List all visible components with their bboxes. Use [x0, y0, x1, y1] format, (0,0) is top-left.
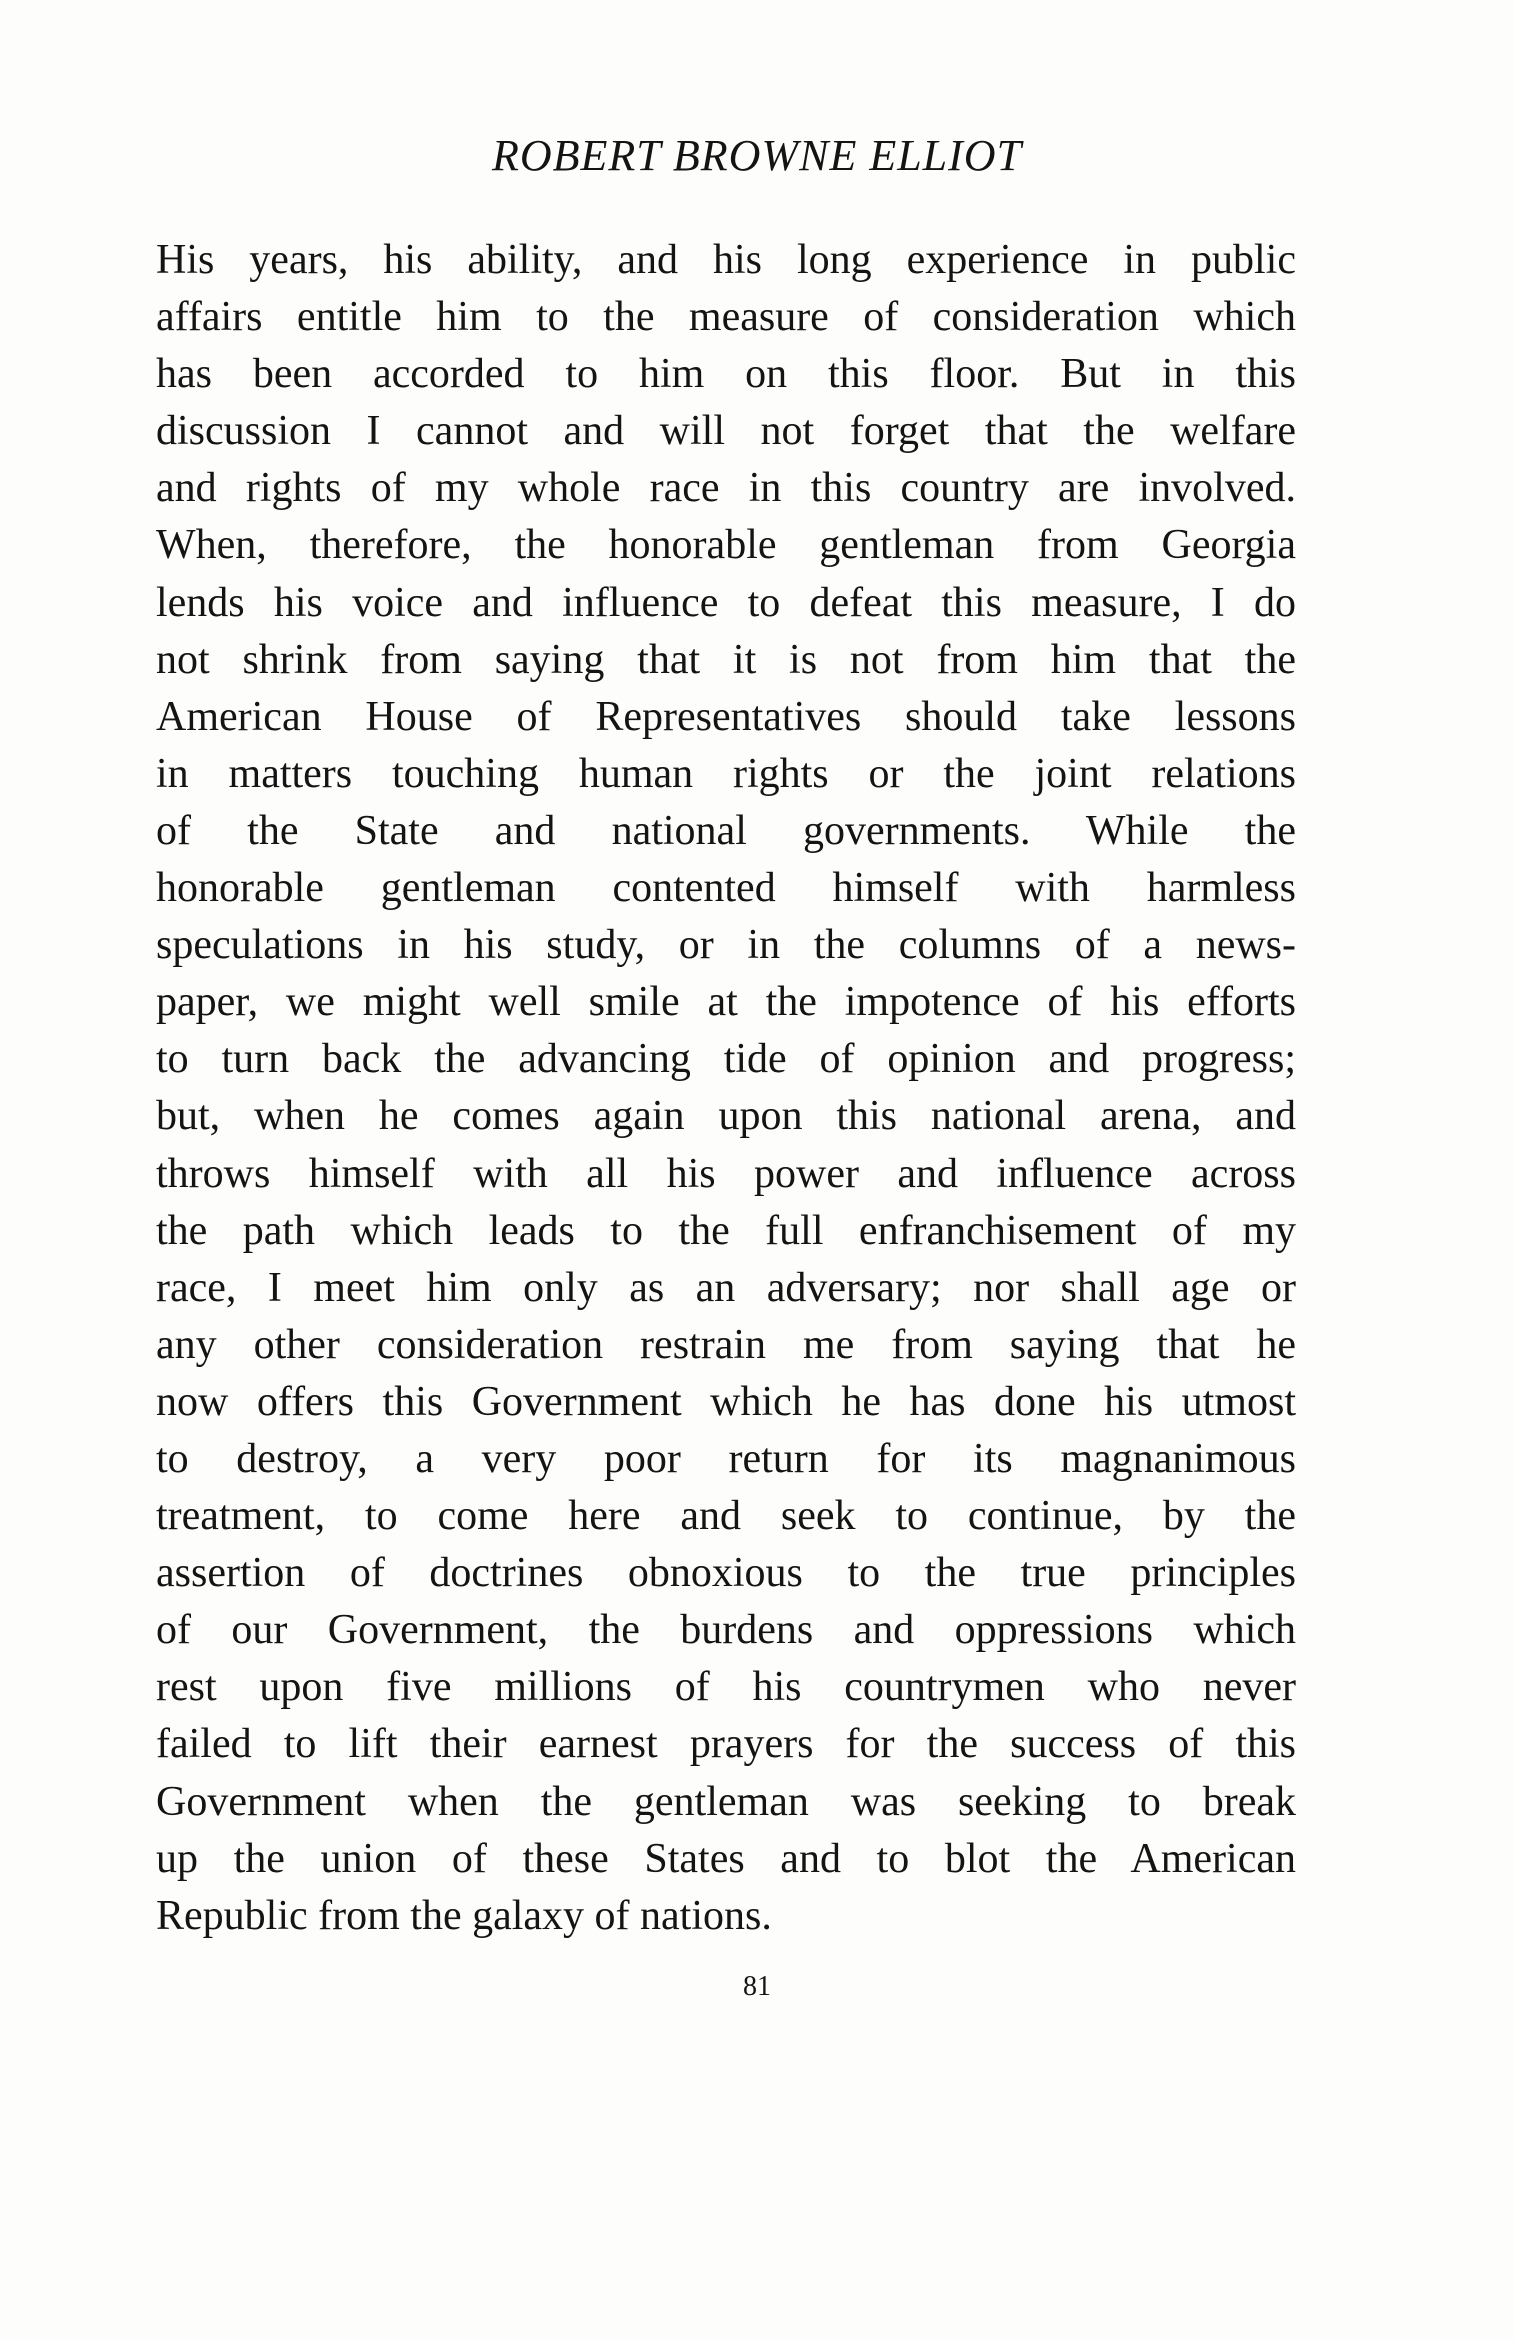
text-line: now offers this Government which he has done his utmost [156, 1378, 1296, 1425]
text-line: has been accorded to him on this floor. But in this [156, 351, 1296, 398]
text-line: any other consideration restrain me from saying that he [156, 1321, 1296, 1368]
text-line: up the union of these States and to blot the American [156, 1835, 1296, 1882]
text-line: lends his voice and influence to defeat this measure, I do [156, 579, 1296, 626]
text-line: paper, we might well smile at the impotence of his efforts [156, 979, 1296, 1026]
text-line: assertion of doctrines obnoxious to the true principles [156, 1550, 1296, 1597]
running-head: ROBERT BROWNE ELLIOT [491, 131, 1023, 180]
text-line: in matters touching human rights or the joint relations [156, 750, 1296, 797]
text-line: honorable gentleman contented himself with harmless [156, 865, 1296, 912]
body-paragraph [156, 232, 1296, 1945]
text-line: rest upon five millions of his countrymen who never [156, 1664, 1296, 1711]
text-line: throws himself with all his power and influence across [156, 1150, 1296, 1197]
text-line: affairs entitle him to the measure of consideration which [156, 294, 1296, 341]
text-line: speculations in his study, or in the columns of a news- [156, 922, 1296, 969]
page-number: 81 [743, 1971, 771, 2002]
text-line: Government when the gentleman was seeking to break [156, 1778, 1296, 1825]
text-line: and rights of my whole race in this country are involved. [156, 465, 1296, 512]
text-line: of our Government, the burdens and oppressions which [156, 1607, 1296, 1654]
text-line: American House of Representatives should take lessons [156, 693, 1296, 740]
text-line: of the State and national governments. While the [156, 807, 1296, 854]
text-line: not shrink from saying that it is not from him that the [156, 636, 1296, 683]
text-line: to turn back the advancing tide of opinion and progress; [156, 1036, 1296, 1083]
text-line: failed to lift their earnest prayers for the success of this [156, 1721, 1296, 1768]
text-line: the path which leads to the full enfranchisement of my [156, 1207, 1296, 1254]
text-line: but, when he comes again upon this national arena, and [156, 1093, 1296, 1140]
text-line: When, therefore, the honorable gentleman from Georgia [156, 522, 1296, 569]
text-line: race, I meet him only as an adversary; nor shall age or [156, 1264, 1296, 1311]
text-line: treatment, to come here and seek to continue, by the [156, 1493, 1296, 1540]
text-line: His years, his ability, and his long experience in public [156, 237, 1296, 283]
text-line: to destroy, a very poor return for its magnanimous [156, 1435, 1296, 1482]
text-line: discussion I cannot and will not forget that the welfare [156, 408, 1296, 455]
text-line: Republic from the galaxy of nations. [156, 1892, 772, 1939]
